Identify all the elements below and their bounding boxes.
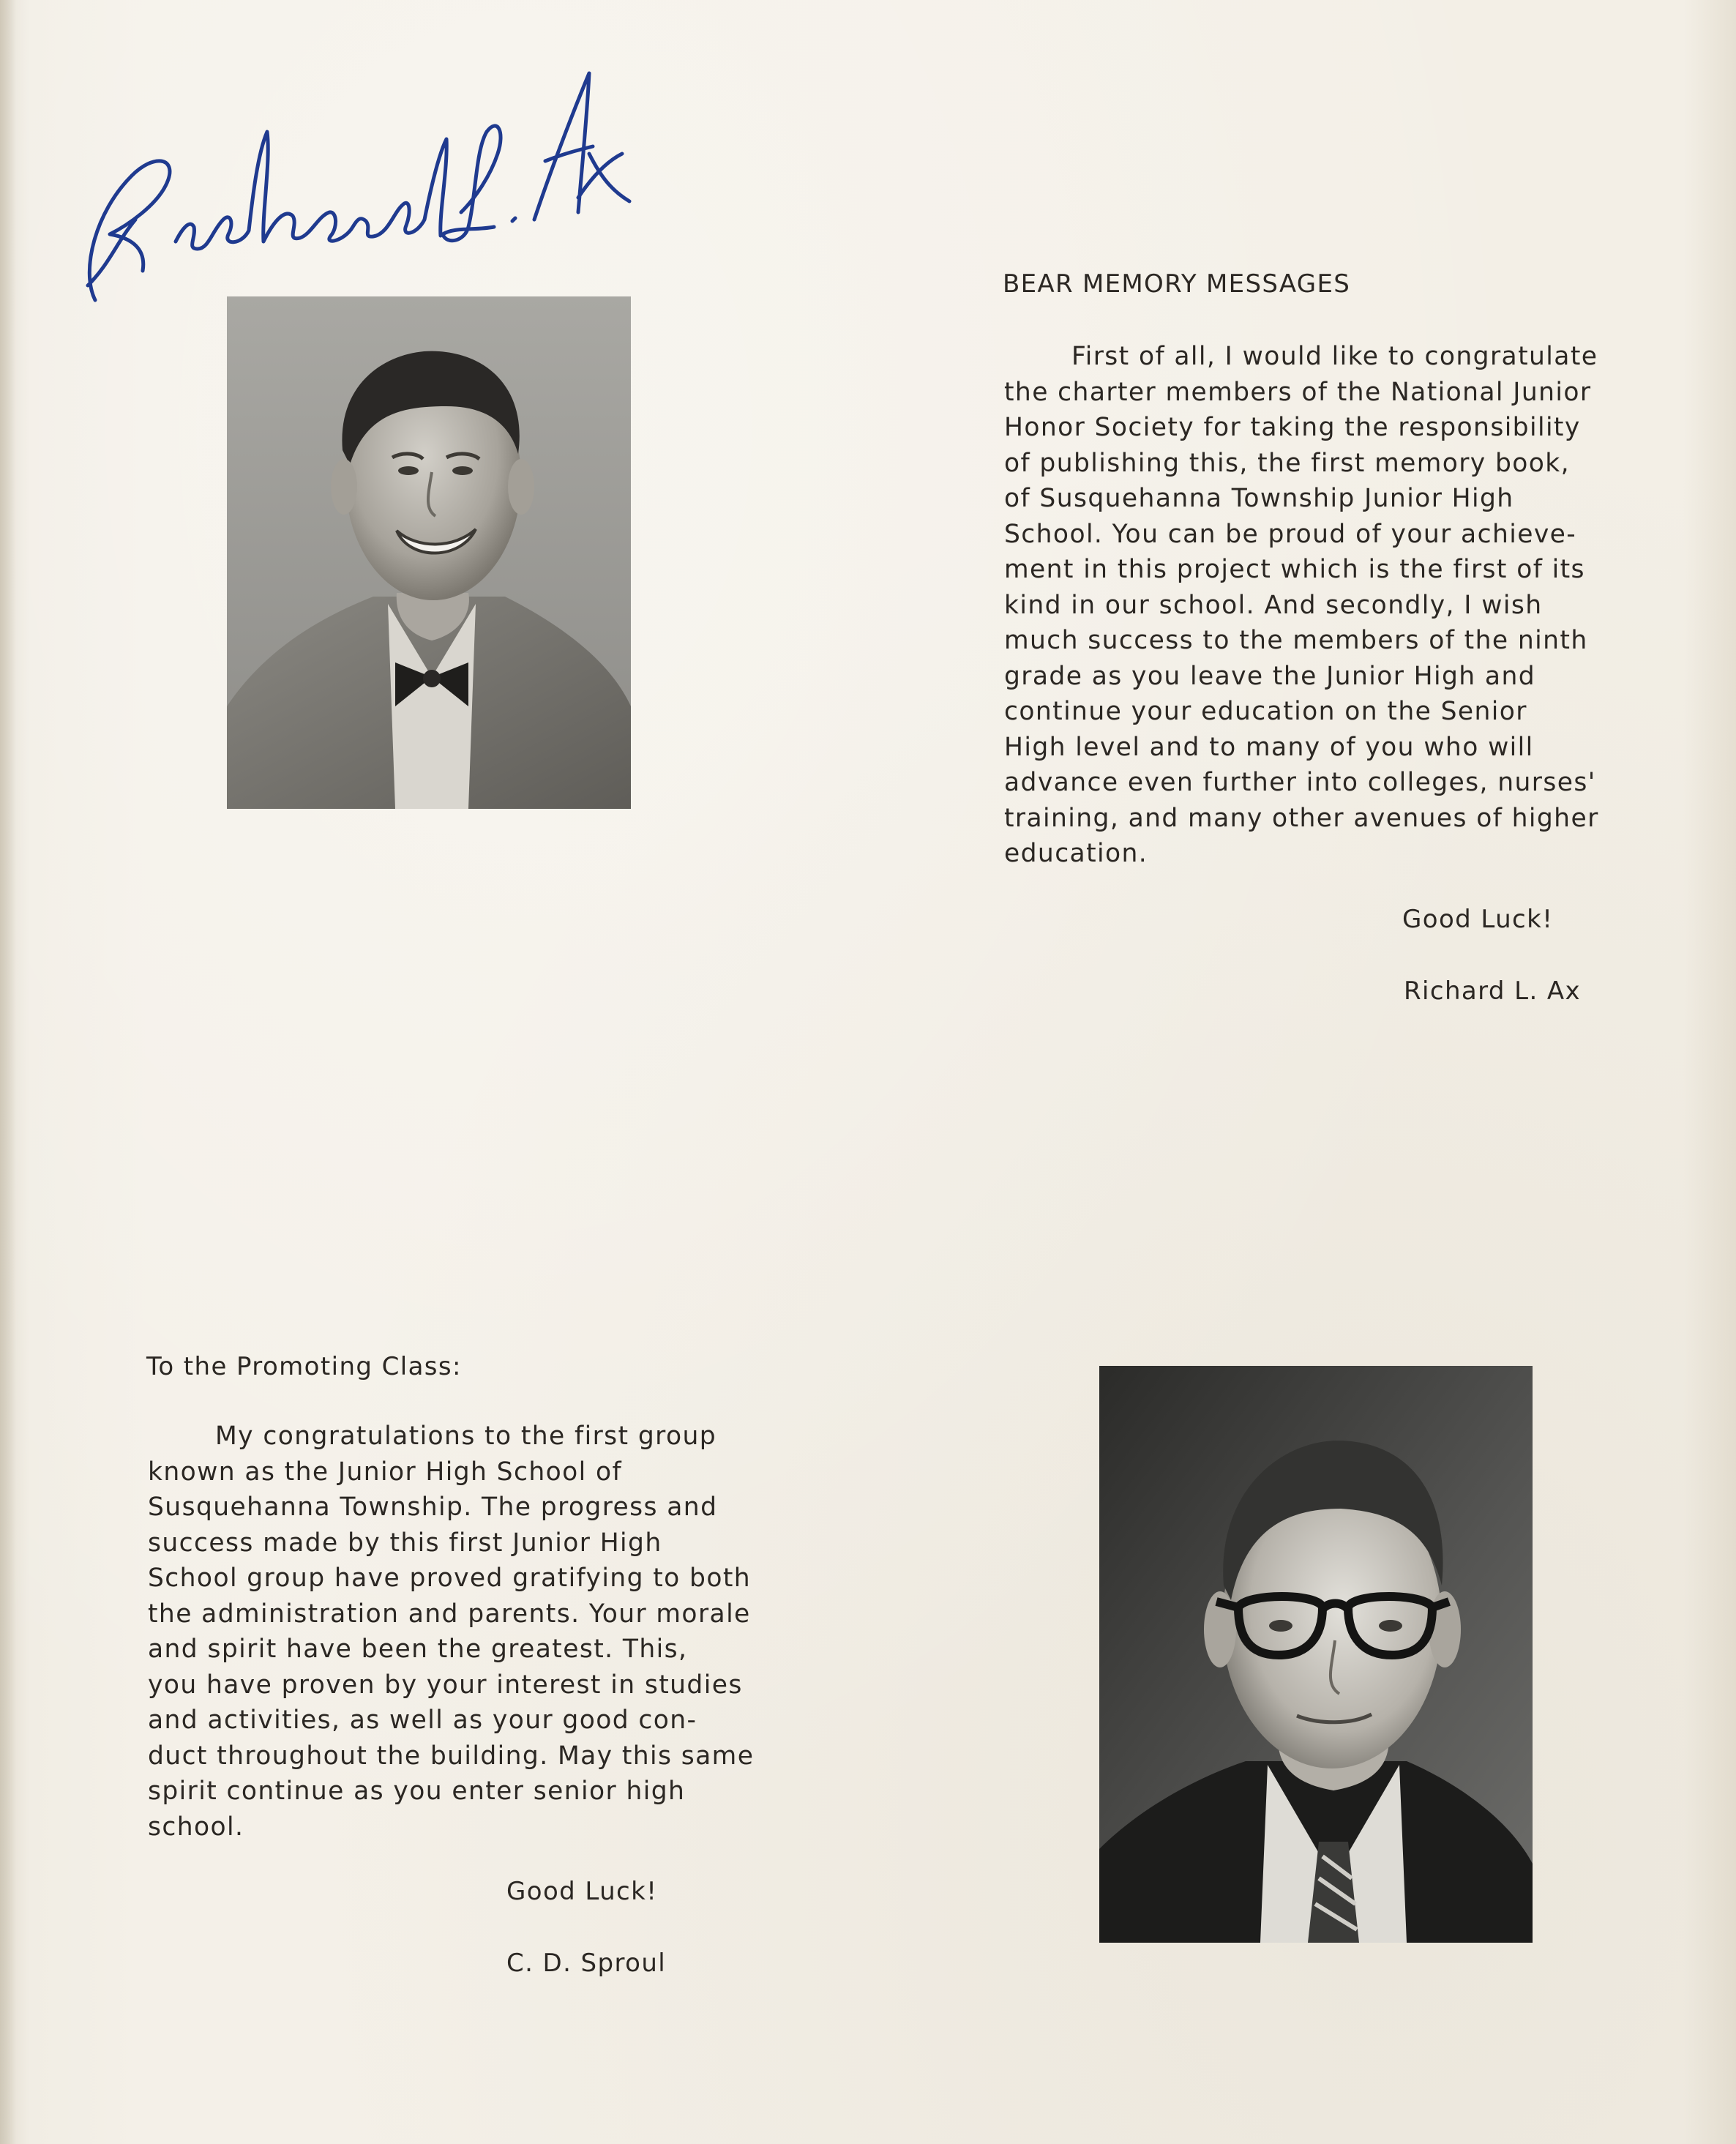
promo-message-line: and activities, as well as your good con- [148,1706,697,1735]
promo-message-line: you have proven by your interest in studies [148,1670,743,1700]
ax-message-line: much success to the members of the ninth [1004,626,1588,655]
promo-message-line: the administration and parents. Your morale [148,1599,751,1629]
signature-stroke-l [443,126,501,241]
promo-message-line: known as the Junior High School of [148,1457,623,1487]
signature-stroke-ax [534,73,629,220]
page-heading: BEAR MEMORY MESSAGES [1003,269,1351,299]
ax-message-line: the charter members of the National Junior [1004,377,1592,407]
ax-message-line: kind in our school. And secondly, I wish [1004,590,1543,620]
ax-message-line: ment in this project which is the first of its [1004,555,1585,584]
ax-message-line: Honor Society for taking the responsibility [1004,413,1581,442]
promo-message-body [148,1419,880,1845]
promo-message-line: and spirit have been the greatest. This, [148,1635,688,1664]
promo-message-line: school. [148,1812,244,1842]
ax-message-line: continue your education on the Senior [1004,697,1527,726]
handwritten-signature [66,29,637,322]
portrait-photo-richard-ax [227,296,631,809]
promo-message-line: spirit continue as you enter senior high [148,1777,686,1806]
binding-shadow [0,0,16,2144]
promo-message-line: Susquehanna Township. The progress and [148,1493,718,1522]
ax-closing: Good Luck! [1402,905,1554,934]
ax-message-line: High level and to many of you who will [1004,732,1534,762]
signature-stroke-dot [512,218,515,221]
ax-message-line: grade as you leave the Junior High and [1004,661,1536,691]
signature-stroke-ichard [176,132,446,249]
promo-signature-typed: C. D. Sproul [506,1949,667,1978]
promo-salutation: To the Promoting Class: [146,1352,462,1381]
portrait-photo-cd-sproul [1099,1366,1533,1943]
ax-message-line: First of all, I would like to congratulate [1071,342,1598,371]
ax-message-line: of Susquehanna Township Junior High [1004,484,1514,513]
ax-message-line: School. You can be proud of your achieve- [1004,519,1577,549]
promo-closing: Good Luck! [506,1877,658,1906]
ax-message-line: education. [1004,839,1148,868]
ax-signature-typed: Richard L. Ax [1404,976,1582,1006]
promo-message-line: School group have proved gratifying to both [148,1564,752,1593]
ax-message-line: advance even further into colleges, nurses' [1004,768,1596,797]
signature-stroke-r [88,161,170,300]
promo-message-line: duct throughout the building. May this same [148,1741,755,1771]
promo-message-line: My congratulations to the first group [215,1422,717,1451]
promo-message-line: success made by this first Junior High [148,1528,662,1558]
ax-message-body [1004,339,1677,872]
ax-message-line: training, and many other avenues of higher [1004,803,1599,833]
ax-message-line: of publishing this, the first memory book, [1004,448,1571,478]
